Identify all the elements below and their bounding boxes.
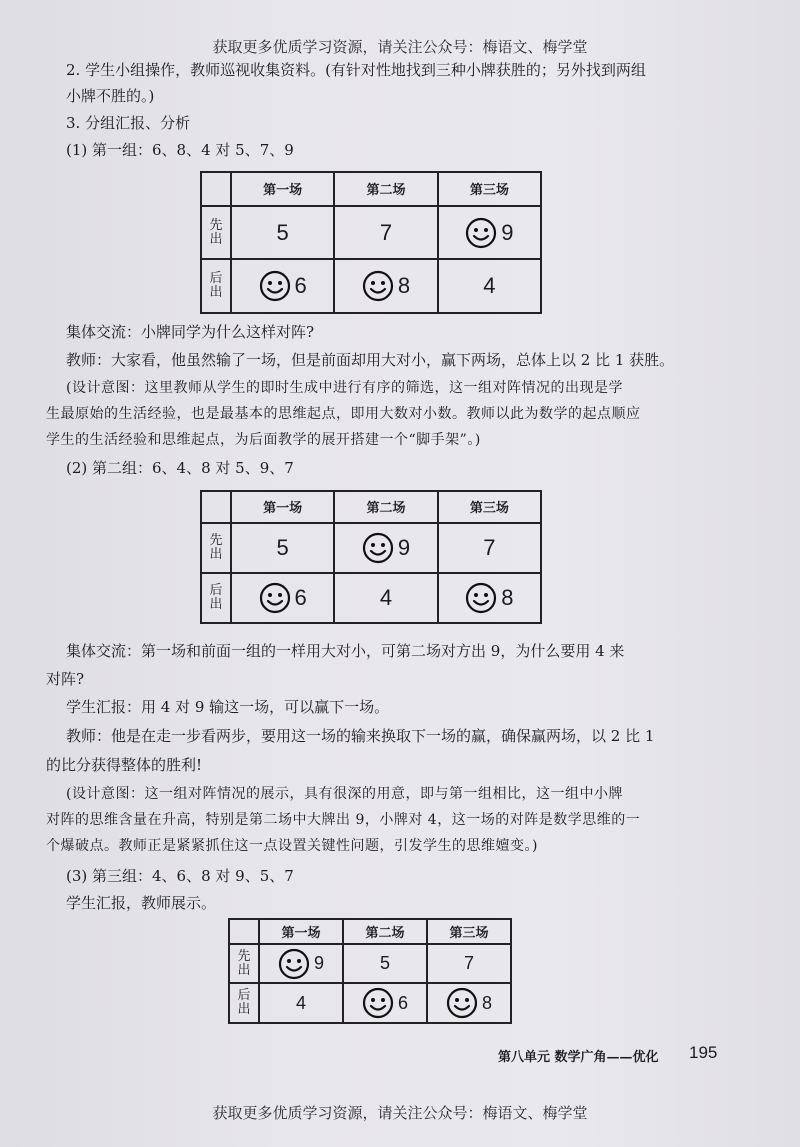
smiley-face-icon (259, 582, 291, 614)
group2-design-b: 对阵的思维含量在升高，特别是第二场中大牌出 9，小牌对 4，这一场的对阵是数学思维的一 (46, 812, 641, 828)
group1-discussion: 集体交流：小牌同学为什么这样对阵? (66, 323, 315, 341)
table-row (201, 259, 541, 313)
group2-design-c: 个爆破点。教师正是紧紧抓住这一点设置关键性问题，引发学生的思维嬗变。) (46, 838, 538, 854)
column-header: 第三场 (449, 925, 489, 941)
column-header: 第二场 (366, 501, 406, 517)
card-value: 6 (397, 992, 408, 1013)
card-value: 6 (294, 273, 307, 299)
card-value: 5 (379, 953, 390, 974)
step2-line-b: 小牌不胜的。) (66, 87, 155, 105)
column-header: 第三场 (469, 501, 509, 517)
group2-discussion-a: 集体交流：第一场和前面一组的一样用大对小，可第二场对方出 9，为什么要用 4 来 (66, 642, 625, 660)
card-value: 7 (483, 534, 496, 560)
smiley-face-icon (446, 987, 478, 1019)
column-header: 第二场 (365, 925, 405, 941)
card-value: 9 (501, 219, 514, 245)
step3-heading: 3. 分组汇报、分析 (66, 114, 191, 132)
table-row (201, 523, 541, 573)
group3-title: (3) 第三组：4、6、8 对 9、5、7 (66, 867, 294, 885)
card-value: 7 (463, 953, 474, 974)
smiley-face-icon (278, 948, 310, 980)
card-value: 8 (481, 992, 492, 1013)
group2-title: (2) 第二组：6、4、8 对 5、9、7 (66, 459, 294, 477)
group1-design-b: 生最原始的生活经验，也是最基本的思维起点，即用大数对小数。教师以此为数学的起点顺应 (46, 406, 641, 422)
watermark-top: 获取更多优质学习资源，请关注公众号：梅语文、梅学堂 (212, 38, 588, 56)
match-table-group3 (228, 918, 512, 1024)
match-table-group1 (200, 171, 542, 314)
card-value: 5 (276, 534, 289, 560)
smiley-face-icon (259, 270, 291, 302)
group1-design-c: 学生的生活经验和思维起点，为后面教学的展开搭建一个“脚手架”。) (46, 432, 481, 448)
row-label: 后出 (209, 271, 223, 301)
step2-line-a: 2. 学生小组操作，教师巡视收集资料。(有针对性地找到三种小牌获胜的；另外找到两组 (66, 61, 646, 79)
card-value: 5 (276, 219, 289, 245)
group2-discussion-b: 对阵? (46, 670, 85, 688)
card-value: 4 (379, 584, 393, 610)
card-value: 4 (483, 273, 496, 299)
card-value: 9 (397, 534, 411, 560)
card-value: 9 (313, 953, 324, 974)
smiley-face-icon (362, 987, 394, 1019)
footer-unit-title: 第八单元 数学广角——优化 (498, 1050, 659, 1065)
page-number: 195 (689, 1043, 718, 1062)
row-label: 后出 (209, 582, 223, 612)
smiley-face-icon (465, 217, 497, 249)
card-value: 4 (295, 992, 306, 1013)
smiley-face-icon (465, 582, 497, 614)
column-header: 第三场 (469, 183, 509, 199)
group1-title: (1) 第一组：6、8、4 对 5、7、9 (66, 141, 294, 159)
card-value: 8 (397, 273, 411, 299)
group2-design-a: (设计意图：这一组对阵情况的展示，具有很深的用意，即与第一组相比，这一组中小牌 (66, 786, 623, 802)
group1-teacher: 教师：大家看，他虽然输了一场，但是前面却用大对小，赢下两场，总体上以 2 比 1 获胜。 (66, 351, 675, 369)
card-value: 8 (501, 584, 514, 610)
table-row (201, 573, 541, 623)
table-row (229, 944, 511, 984)
card-value: 6 (294, 584, 307, 610)
watermark-bottom: 获取更多优质学习资源，请关注公众号：梅语文、梅学堂 (212, 1104, 588, 1122)
row-label: 先出 (237, 948, 251, 978)
match-table-group2 (200, 490, 542, 624)
smiley-face-icon (362, 270, 394, 302)
table-row (229, 983, 511, 1023)
column-header: 第一场 (263, 501, 303, 517)
group3-student: 学生汇报，教师展示。 (66, 894, 217, 912)
table-row (201, 206, 541, 260)
group1-design-a: (设计意图：这里教师从学生的即时生成中进行有序的筛选，这一组对阵情况的出现是学 (66, 380, 623, 396)
column-header: 第一场 (263, 183, 303, 199)
column-header: 第一场 (281, 925, 321, 941)
group2-student: 学生汇报：用 4 对 9 输这一场，可以赢下一场。 (66, 698, 390, 716)
card-value: 7 (379, 219, 393, 245)
row-label: 先出 (209, 217, 223, 247)
column-header: 第二场 (366, 183, 406, 199)
group2-teacher-b: 的比分获得整体的胜利! (46, 756, 203, 774)
group2-teacher-a: 教师：他是在走一步看两步，要用这一场的输来换取下一场的赢，确保赢两场，以 2 比 1 (66, 727, 655, 745)
row-label: 后出 (237, 988, 251, 1018)
smiley-face-icon (362, 532, 394, 564)
row-label: 先出 (209, 532, 223, 562)
